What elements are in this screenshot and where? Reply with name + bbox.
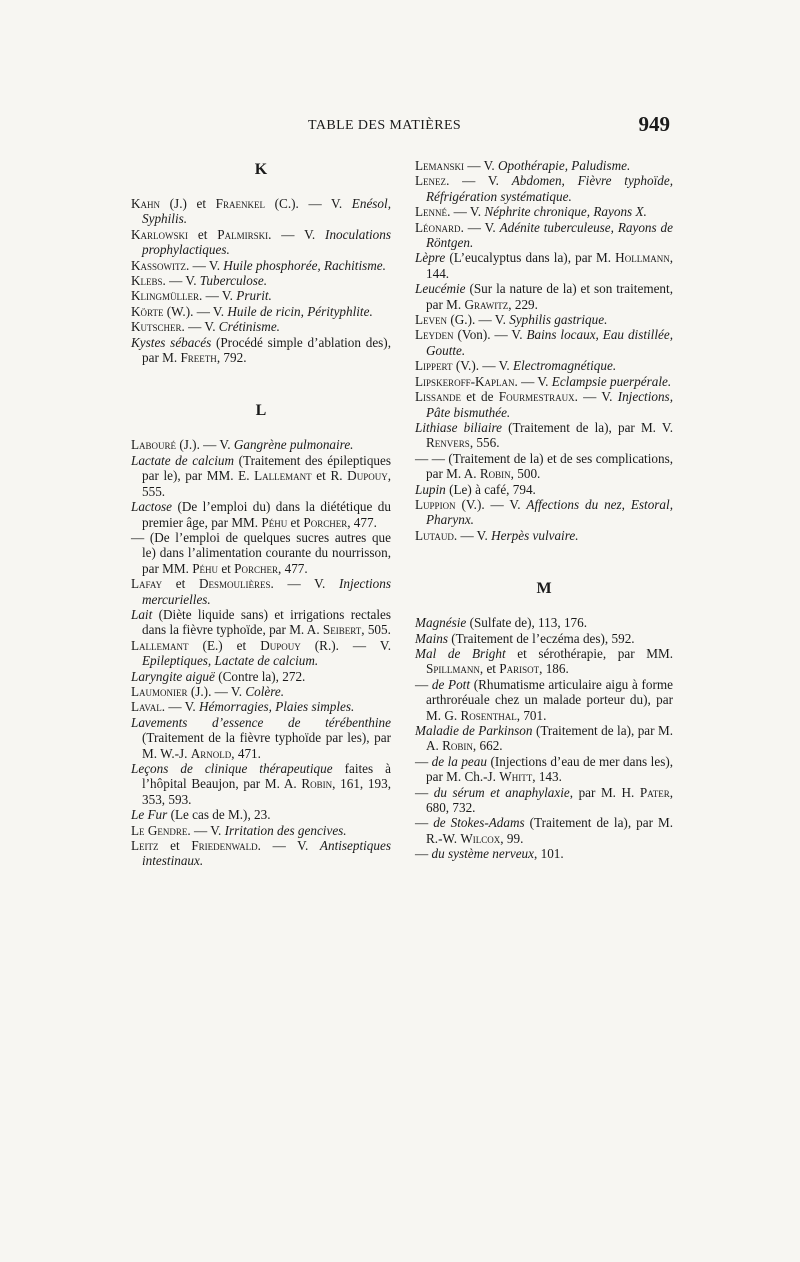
index-entry [131,288,391,303]
entry-text: (Traitement de la), par M. V. [501,419,673,435]
author-name: Laumonier [131,683,188,699]
index-entry [131,638,391,669]
entry-text: . — V. [453,527,492,543]
entry-text: . — V. [187,822,225,838]
author-name: Kahn [131,196,161,211]
entry-text: . — V. [447,204,485,220]
index-entry [131,453,391,499]
index-entry [415,815,673,846]
entry-text: , 186. [539,661,569,677]
index-entry [415,528,673,543]
entry-text: et [158,838,192,854]
index-entry [415,389,673,420]
author-name: Péhu [192,560,219,576]
entry-text: (J.). — V. [187,683,246,699]
entry-text: (Sur la nature de la) et son traitement, par M. [426,281,673,312]
entry-text: . — V. [270,576,339,592]
page-header [100,114,670,136]
entry-text: , 477. [347,514,377,530]
subject-term: de Stokes-Adams [433,815,525,831]
entry-text: , 662. [472,738,503,754]
author-name: Friedenwald [191,838,258,854]
index-entry [415,631,673,646]
entry-text: . — V. [186,257,224,273]
subject-term: de la peau [431,753,487,769]
entry-text: . — V. [257,838,320,854]
author-name: Karlowski [131,226,189,242]
author-name: Robin [442,738,473,754]
index-entry [415,846,673,861]
entry-text: et de [461,389,499,405]
entry-text: . — V. [268,226,326,242]
index-entry [131,530,391,576]
running-title: TABLE DES MATIÈRES [308,118,462,133]
subject-term: Prurit. [236,288,272,304]
entry-text: et [287,514,304,530]
index-entry [415,646,673,677]
index-entry [131,715,391,761]
author-name: Labouré [131,437,177,453]
entry-text: , 144. [426,250,673,281]
entry-text: (Traitement des épileptiques par le), par MM. E. [142,452,391,484]
author-name: Lenné [415,204,448,220]
entry-text: . — V. [199,288,237,304]
subject-term: Injections, Pâte bismuthée. [426,389,673,420]
author-name: Lallemant [254,468,312,484]
entry-text: , 500. [510,466,541,482]
index-entry [131,196,391,227]
entry-text: (Procédé simple d’ablation des), par M. [142,334,391,366]
index-entry [131,499,391,530]
index-entry [131,807,391,822]
author-name: Laval [131,699,162,715]
subject-term: du sérum et anaphylaxie [433,784,570,800]
subject-term: Huile phosphorée, Rachitisme. [223,257,386,273]
index-entry [131,684,391,699]
index-entry [415,451,673,482]
entry-text: , 161, 193, 353, 593. [142,776,391,807]
author-name: Lenez [415,173,447,189]
index-entry [415,173,673,204]
index-entry [415,358,673,373]
entry-text: (V.). — V. [455,496,527,512]
page-number: 949 [638,112,670,136]
author-name: Klebs [131,273,163,289]
index-entry [415,785,673,816]
subject-term: Eclampsie puerpérale. [551,373,672,389]
subject-term: Abdomen, Fièvre typhoïde, Réfrigération systématique. [426,173,673,204]
subject-term: Electromagnétique. [513,358,617,374]
index-entry [131,273,391,288]
subject-term: Lithiase biliaire [415,419,502,435]
subject-term: Opothérapie, Paludisme. [498,158,631,173]
entry-text: , et [479,661,500,677]
entry-text: (Injections d’eau de mer dans les), par M. Ch.-J. [426,753,674,785]
subject-term: Maladie de Parkinson [415,723,533,738]
entry-text: et [162,576,199,592]
entry-text: — V. [464,158,499,173]
entry-text: — [415,676,432,692]
entry-text: (C.). — V. [265,196,352,211]
author-name: Fourmestraux [498,389,575,405]
subject-term: Leucémie [415,281,466,297]
subject-term: Néphrite chronique, Rayons X. [484,204,647,220]
subject-term: Inoculations prophylactiques. [142,226,391,258]
author-name: Lafay [131,576,163,592]
entry-text: (Le cas de M.), 23. [167,807,271,823]
index-entry [415,723,673,754]
author-name: Robin [479,466,511,482]
subject-term: Colère. [245,683,285,699]
entry-text: . — V. [574,389,618,405]
entry-text: (G.). — V. [447,312,510,328]
author-name: Lipskeroff-Kaplan [415,373,515,389]
index-column-left [131,158,391,869]
entry-text: et R. [311,468,348,484]
entry-text: (Diète liquide sans) et irrigations rectales dans la fièvre typhoïde, par M. A. [142,606,391,638]
entry-text: , 680, 732. [426,784,674,816]
author-name: Fraenkel [215,196,266,211]
subject-term: Lactate de calcium [131,452,235,468]
entry-text: et [188,226,218,242]
entry-text: — (De l’emploi de quelques sucres autres que le) dans l’alimentation courante du nourrisson, par MM. [131,529,391,576]
entry-text: , 792. [216,350,247,366]
entry-text: , 505. [361,622,391,638]
author-name: Renvers [426,435,470,451]
index-entry [131,761,391,807]
subject-term: Mains [415,630,448,646]
subject-term: Lupin [415,481,446,497]
author-name: Klingmüller [131,288,200,304]
author-name: Leitz [131,838,159,854]
author-name: Luppion [415,496,456,512]
index-entry [415,497,673,528]
index-entry [415,220,673,251]
author-name: Lallemant [131,637,189,653]
index-entry [131,823,391,838]
entry-text: , 701. [516,707,547,723]
entry-text: — [415,846,432,862]
index-entry [415,158,673,173]
index-entry [131,669,391,684]
subject-term: Mal de Bright [415,645,506,661]
author-name: Robin [301,776,333,792]
subject-term: Irritation des gencives. [224,822,347,838]
entry-text: . — V. [162,273,200,289]
subject-term: Gangrène pulmonaire. [233,437,354,453]
entry-text: , 471. [231,745,261,761]
author-name: Léonard [415,219,461,235]
author-name: Pater [639,784,670,800]
subject-term: Crétinisme. [218,319,280,335]
subject-term: Lactose [131,499,173,515]
author-name: Arnold [190,745,232,761]
entry-text: (J.). — V. [176,437,234,453]
subject-term: Tuberculose. [199,273,268,289]
entry-text: (Von). — V. [453,327,527,343]
author-name: Freeth [180,350,217,366]
author-name: Lemanski [415,158,465,173]
entry-text: , 101. [534,846,564,862]
subject-term: Magnésie [415,615,467,631]
index-entry [131,304,391,319]
entry-text: , 477. [278,560,308,576]
entry-text: . — V. [460,219,500,235]
entry-text: (Traitement de la), par M. A. [426,723,674,754]
subject-term: Le Fur [131,807,168,823]
index-entry [415,204,673,219]
author-name: Porcher [234,560,278,576]
entry-text: (Traitement de la), par M. R.-W. [426,815,674,846]
subject-term: Lèpre [415,250,446,266]
entry-text: (E.) et [188,637,261,653]
subject-term: Syphilis gastrique. [509,312,608,328]
subject-term: Kystes sébacés [131,334,212,350]
index-entry [415,327,673,358]
entry-text: . — V. [446,173,512,189]
entry-text: , 143. [532,769,562,785]
subject-term: Leçons de clinique thérapeutique [131,761,333,776]
entry-text: (De l’emploi du) dans la diététique du premier âge, par MM. [142,499,391,530]
subject-term: Laryngite aiguë [131,668,215,684]
index-entry [415,250,673,281]
index-entry [415,615,673,630]
author-name: Desmoulières [198,576,271,592]
subject-term: Bains locaux, Eau distillée, Goutte. [426,327,673,358]
subject-term: Lait [131,606,153,622]
index-entry [415,482,673,497]
author-name: Palmirski [217,226,269,242]
author-name: Porcher [303,514,348,530]
index-column-right [415,158,673,862]
author-name: Kassowitz [131,257,187,273]
entry-text: (J.) et [160,196,216,211]
index-entry [415,420,673,451]
index-entry [131,227,391,258]
index-entry [131,437,391,452]
subject-term: Epileptiques, Lactate de calcium. [142,653,319,669]
section-letter: K [254,161,268,178]
entry-text: — [415,753,432,769]
author-name: Péhu [261,514,288,530]
entry-text: et sérothérapie, par MM. [505,645,673,661]
subject-term: de Pott [431,676,470,692]
entry-text: . — V. [514,373,552,389]
subject-term: Affections du nez, Estoral, Pharynx. [426,496,673,528]
subject-term: Injections mercurielles. [142,576,391,607]
entry-text: (L’eucalyptus dans la), par M. [445,250,616,266]
entry-text: , par M. H. [569,784,640,800]
index-entry [131,699,391,714]
entry-text: (Le) à café, 794. [445,481,536,497]
author-name: Grawitz [464,296,509,312]
entry-text: , 99. [500,830,524,846]
subject-term: Enésol, Syphilis. [142,196,391,227]
author-name: Körte [131,303,164,319]
entry-text: (Traitement de l’eczéma des), 592. [447,630,635,646]
author-name: Wilcox [460,830,501,846]
author-name: Hollmann [615,250,670,266]
entry-text: , 556. [469,435,500,451]
subject-term: Hémorragies, Plaies simples. [199,699,355,715]
entry-text: (Rhumatisme articulaire aigu à forme arthroréuale chez un malade porteur du), par M. G. [426,676,673,723]
entry-text: (R.). — V. [300,637,391,653]
index-entry [131,319,391,334]
author-name: Seibert [322,622,362,638]
entry-text: (V.). — V. [452,358,513,374]
section-letter: L [255,402,267,420]
author-name: Spillmann [426,661,480,677]
entry-text: (Sulfate de), 113, 176. [466,615,588,631]
entry-text: (W.). — V. [163,303,228,319]
entry-text: . — V. [161,699,199,715]
author-name: Lutaud [415,527,454,543]
section-letter: M [536,580,552,598]
author-name: Rosenthal [460,707,517,723]
subject-term: du système nerveux [431,846,535,862]
index-entry [415,312,673,327]
index-entry [415,754,673,785]
subject-term: Herpès vulvaire. [491,527,579,543]
entry-text: — [415,784,434,800]
entry-text: (Contre la), 272. [214,668,306,684]
entry-text: (Traitement de la fièvre typhoïde par les), par M. W.-J. [142,730,391,761]
index-entry [415,677,673,723]
index-entry [415,374,673,389]
author-name: Dupouy [260,637,301,653]
author-name: Kutscher [131,319,182,335]
author-name: Lissande [415,389,462,405]
index-entry [415,281,673,312]
subject-term: Huile de ricin, Pérityphlite. [227,303,373,319]
subject-term: Antiseptiques intestinaux. [142,838,391,869]
index-entry [131,258,391,273]
entry-text: , 229. [508,296,538,312]
author-name: Le Gendre [131,822,188,838]
author-name: Dupouy [347,468,388,484]
index-entry [131,576,391,607]
index-entry [131,335,391,366]
entry-text: , 555. [142,468,391,499]
entry-text: et [218,560,235,576]
subject-term: Adénite tuberculeuse, Rayons de Röntgen. [426,219,673,251]
author-name: Leyden [415,327,454,343]
author-name: Whitt [499,769,533,785]
subject-term: Lavements d’essence de térébenthine [131,714,391,730]
entry-text: . — V. [181,319,219,335]
index-entry [131,607,391,638]
entry-text: faites à l’hôpital Beaujon, par M. A. [142,761,391,792]
index-entry [131,838,391,869]
author-name: Parisot [499,661,540,677]
author-name: Leven [415,312,448,328]
entry-text: — [415,815,434,831]
entry-text: — — (Traitement de la) et de ses complications, par M. A. [415,450,673,482]
author-name: Lippert [415,358,453,374]
